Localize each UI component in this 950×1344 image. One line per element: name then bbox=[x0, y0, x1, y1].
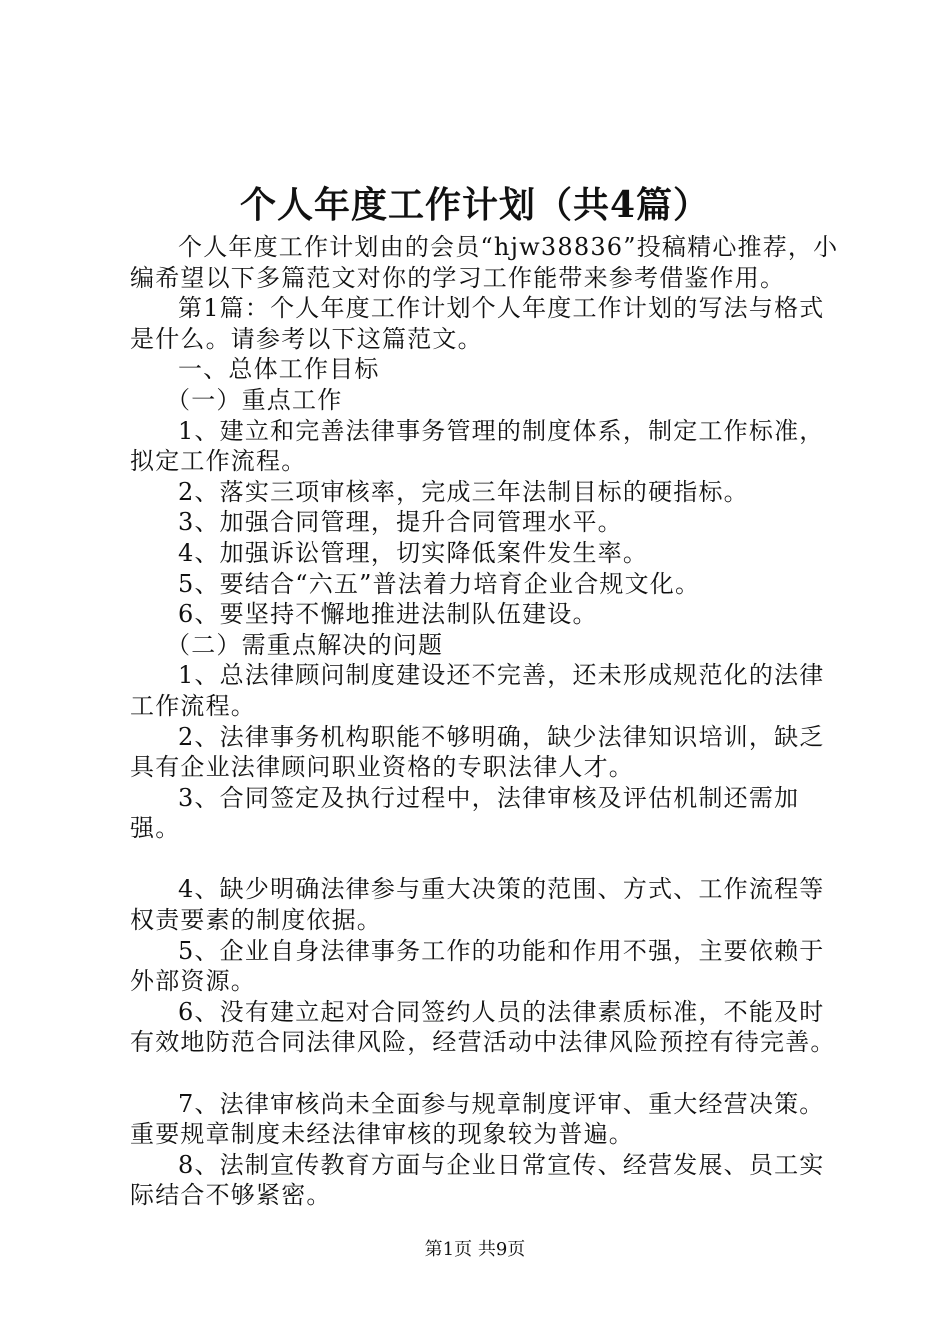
list-item: 6、没有建立起对合同签约人员的法律素质标准，不能及时有效地防范合同法律风险，经营活动中法律风险预控有待完善。 bbox=[130, 997, 836, 1057]
page-footer: 第1页 共9页 bbox=[424, 1239, 526, 1260]
list-item: 6、要坚持不懈地推进法制队伍建设。 bbox=[178, 600, 598, 629]
list-item: 3、加强合同管理，提升合同管理水平。 bbox=[178, 508, 623, 537]
list-item: 4、加强诉讼管理，切实降低案件发生率。 bbox=[178, 538, 649, 567]
list-item: 3、合同签定及执行过程中，法律审核及评估机制还需加强。 bbox=[130, 783, 800, 843]
list-item: 1、总法律顾问制度建设还不完善，还未形成规范化的法律工作流程。 bbox=[130, 661, 825, 720]
document-body bbox=[130, 232, 840, 1211]
list-item: 7、法律审核尚未全面参与规章制度评审、重大经营决策。重要规章制度未经法律审核的现象较为普遍。 bbox=[130, 1089, 825, 1149]
blank-line bbox=[130, 1058, 840, 1089]
subsection-heading: （二）需重点解决的问题 bbox=[166, 630, 444, 659]
intro-paragraph: 个人年度工作计划由的会员“hjw38836”投稿精心推荐，小编希望以下多篇范文对你的学习工作能带来参考借鉴作用。 bbox=[130, 233, 839, 292]
chapter-intro-paragraph: 第1篇：个人年度工作计划个人年度工作计划的写法与格式是什么。请参考以下这篇范文。 bbox=[130, 294, 825, 353]
blank-line bbox=[130, 844, 840, 875]
list-item: 8、法制宣传教育方面与企业日常宣传、经营发展、员工实际结合不够紧密。 bbox=[130, 1150, 825, 1210]
list-item: 2、法律事务机构职能不够明确，缺少法律知识培训，缺乏具有企业法律顾问职业资格的专职法律人才。 bbox=[130, 722, 825, 782]
document-title: 个人年度工作计划（共4篇） bbox=[239, 184, 711, 226]
list-item: 4、缺少明确法律参与重大决策的范围、方式、工作流程等权责要素的制度依据。 bbox=[130, 875, 825, 935]
list-item: 2、落实三项审核率，完成三年法制目标的硬指标。 bbox=[178, 477, 749, 506]
list-item: 5、企业自身法律事务工作的功能和作用不强，主要依赖于外部资源。 bbox=[130, 936, 825, 996]
list-item: 1、建立和完善法律事务管理的制度体系，制定工作标准，拟定工作流程。 bbox=[130, 416, 825, 476]
section-heading: 一、总体工作目标 bbox=[178, 355, 380, 384]
subsection-heading: （一）重点工作 bbox=[166, 385, 343, 414]
list-item: 5、要结合“六五”普法着力培育企业合规文化。 bbox=[178, 569, 701, 598]
